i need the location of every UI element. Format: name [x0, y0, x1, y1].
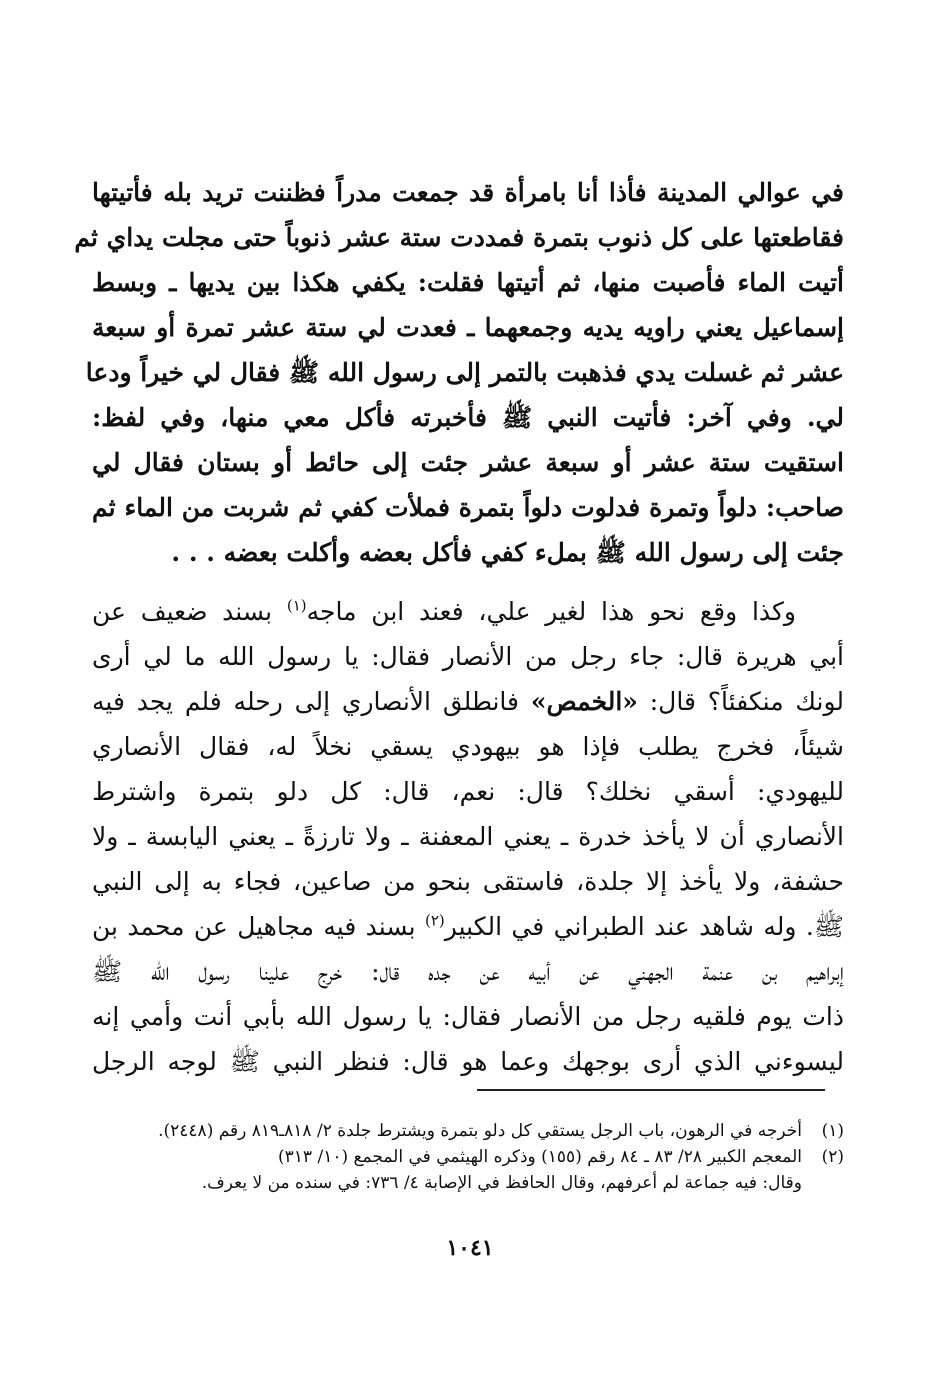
text-segment: لونك منكفئاً؟ قال:	[637, 687, 844, 716]
text-line: فقاطعتها على كل ذنوب بتمرة فمددت ستة عشر ذنوباً حتى مجلت يداي ثم	[74, 223, 844, 252]
page-number: ١٠٤١	[446, 1235, 494, 1261]
text-line: إسماعيل يعني راويه يديه وجمعهما ـ فعدت لي ستة عشر تمرة أو سبعة	[92, 313, 844, 342]
text-line: الأنصاري أن لا يأخذ خدرة ـ يعني المعفنة ـ ولا تارزةً ـ يعني اليابسة ـ ولا	[92, 822, 844, 851]
text-segment: وكذا وقع نحو هذا لغير علي، فعند ابن ماجه	[306, 597, 796, 626]
footnote-text: أخرجه في الرهون، باب الرجل يستقي كل دلو بتمرة ويشترط جلدة ٢/ ٨١٨ـ٨١٩ رقم (٢٤٤٨).	[158, 1121, 802, 1141]
text-line	[92, 589, 844, 634]
footnote-ref-1[interactable]: (١)	[286, 596, 307, 615]
text-segment: ﷺ. وله شاهد عند الطبراني في الكبير	[444, 912, 844, 941]
text-line: ذات يوم فلقيه رجل من الأنصار فقال: يا رسول الله بأبي أنت وأمي إنه	[92, 1002, 844, 1031]
text-segment: بسند ضعيف عن	[92, 597, 287, 626]
text-line: استقيت ستة عشر أو سبعة عشر جئت إلى حائط أو بستان فقال لي	[92, 448, 844, 477]
page-body	[74, 170, 844, 1084]
footnote-1	[150, 1118, 844, 1144]
footnote-2-continued: وقال: فيه جماعة لم أعرفهم، وقال الحافظ في الإصابة ٤/ ٧٣٦: في سنده من لا يعرف.	[201, 1173, 802, 1193]
footnote-text: المعجم الكبير ٢٨/ ٨٣ ـ ٨٤ رقم (١٥٥) وذكره الهيثمي في المجمع (١٠/ ٣١٣)	[278, 1147, 802, 1167]
text-line: شيئاً، فخرج يطلب فإذا هو بيهودي يسقي نخلاً له، فقال الأنصاري	[92, 732, 844, 761]
text-line: أبي هريرة قال: جاء رجل من الأنصار فقال: يا رسول الله ما لي أرى	[92, 642, 844, 671]
text-line	[92, 679, 844, 724]
text-line: لليهودي: أسقي نخلك؟ قال: نعم، قال: كل دلو بتمرة واشترط	[92, 777, 844, 806]
text-line: أتيت الماء فأصبت منها، ثم أتيتها فقلت: يكفي هكذا بين يديها ـ وبسط	[92, 268, 844, 297]
text-line: جئت إلى رسول الله ﷺ بملء كفي فأكل بعضه وأكلت بعضه . . .	[171, 538, 844, 567]
text-line	[92, 904, 844, 949]
paragraph-2	[92, 589, 844, 1084]
text-line: حشفة، ولا يأخذ إلا جلدة، فاستقى بنحو من صاعين، فجاء به إلى النبي	[92, 867, 844, 896]
text-segment: فانطلق الأنصاري إلى رحله فلم يجد فيه	[92, 687, 531, 716]
text-line: إبراهيم بن عنمة الجهني عن أبيه عن جده قال: خرج علينا رسول الله ﷺ	[92, 957, 844, 986]
footnotes	[150, 1118, 844, 1196]
footnote-2	[150, 1144, 844, 1170]
footnote-divider	[477, 1089, 825, 1091]
text-line: في عوالي المدينة فأذا أنا بامرأة قد جمعت مدراً فظننت تريد بله فأتيتها	[92, 178, 844, 207]
footnote-number: (٢)	[821, 1147, 844, 1167]
paragraph-1	[74, 170, 844, 575]
bold-term: «الخمص»	[530, 687, 638, 716]
footnote-ref-2[interactable]: (٢)	[425, 911, 445, 930]
footnote-number: (١)	[821, 1121, 844, 1141]
text-line: عشر ثم غسلت يدي فذهبت بالتمر إلى رسول الله ﷺ فقال لي خيراً ودعا	[85, 358, 844, 387]
text-line: ليسوءني الذي أرى بوجهك وعما هو قال: فنظر النبي ﷺ لوجه الرجل	[92, 1047, 844, 1076]
text-line: لي. وفي آخر: فأتيت النبي ﷺ فأخبرته فأكل معي منها، وفي لفظ:	[92, 403, 844, 432]
text-line: صاحب: دلواً وتمرة فدلوت دلواً بتمرة فملأت كفي ثم شربت من الماء ثم	[92, 493, 844, 522]
text-segment: بسند فيه مجاهيل عن محمد بن	[92, 912, 425, 941]
